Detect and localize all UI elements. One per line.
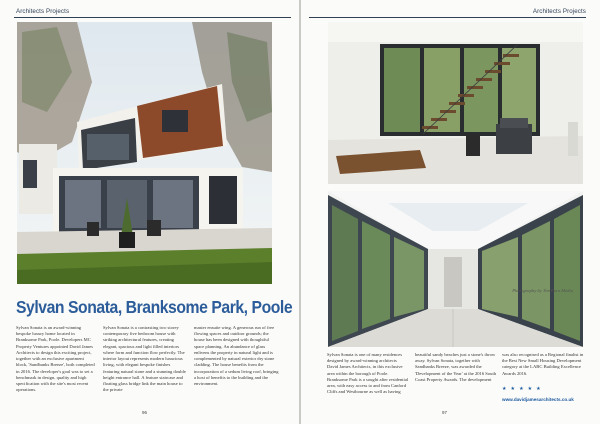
left-column-2: Sylvan Sonata is a contrasting two storey contemporary five bedroom house with striking architectural features, creating elegant, spacious and light filled interiors where form and function flow perfectly. The interior layout represents modern luxurious living, with elegant bespoke finishes featuring natural stone and a stunning double height entrance hall. A feature staircase and floating glass bridge link the main house to the private [103, 325, 186, 393]
left-column-3: master ensuite wing. A generous run of free flowing spaces and outdoor grounds; the house has been designed with thoughtful space planning. An abundance of glass enlivens the property in natural light and is complemented by natural exterior dry stone cladding. The house benefits from the incorporation of a sedum living roof, bringing a host of benefits to the building and the environment. [194, 325, 279, 387]
right-column-2: beautiful sandy beaches just a stone's throw away. Sylvan Sonata, together with Sandbanks Breeze, was awarded the 'Development of the Year' at the 2016 South Coast Property Awards. The development [415, 352, 497, 382]
article-title: Sylvan Sonata, Branksome Park, Poole [16, 297, 293, 317]
photo-credit: Photography by Tim Burn Media [512, 288, 573, 293]
right-column-1: Sylvan Sonata is one of many residences designed by award-winning architects David James Architects, in this exclusive area within the borough of Poole. Branksome Park is a sought after residential area, with easy access to and from Canford Cliffs and Westbourne as well as having [327, 352, 409, 395]
left-column-1: Sylvan Sonata is an award-winning bespoke luxury home located in Branksome Park, Poole. Developers MC Property Ventures appointed David James Architects to design this exciting project, together with an exclusive apartment block, 'Sandbanks Breeze', both completed in 2016. The developer's goal was to set a benchmark in design, quality and high specification with the site's most recent operations. [16, 325, 95, 393]
house-exterior-photo [17, 22, 272, 284]
running-head-right: Architects Projects [532, 8, 586, 15]
page-number-right: 97 [442, 410, 448, 415]
running-head-left: Architects Projects [16, 8, 70, 15]
website-link[interactable]: www.davidjamesarchitects.co.uk [502, 397, 574, 402]
header-rule [309, 17, 586, 18]
glass-hallway-photo [328, 191, 583, 347]
page-number-left: 96 [142, 410, 148, 415]
right-column-3: was also recognised as a Regional finalist in the Best New Small Housing Development category at the LABC Building Excellence Awards 2016. [502, 352, 584, 376]
rating-stars: ★ ★ ★ ★ ★ [502, 387, 543, 392]
staircase-interior-photo [328, 22, 583, 184]
header-rule [14, 17, 291, 18]
